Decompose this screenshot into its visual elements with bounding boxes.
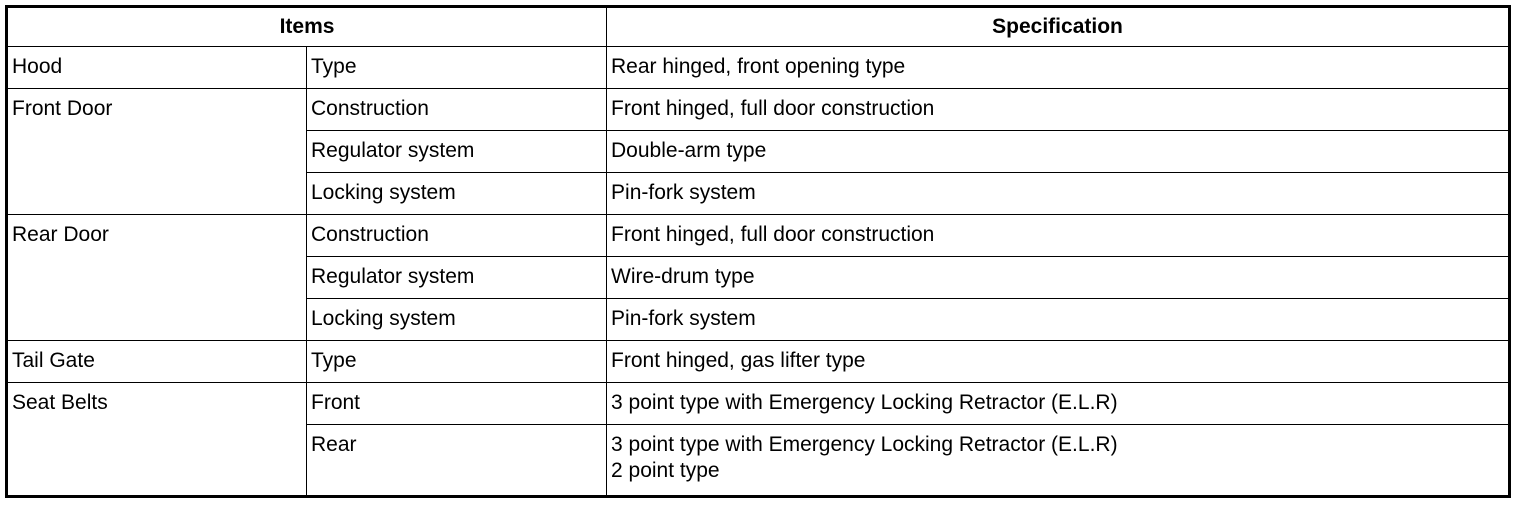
specification-line: 3 point type with Emergency Locking Retractor (E.L.R): [611, 391, 1118, 414]
specification-cell: [607, 299, 1510, 341]
specification-cell: [607, 383, 1510, 425]
specification-line: 2 point type: [611, 459, 720, 482]
specification-line: Front hinged, full door construction: [611, 223, 935, 246]
sub-item-cell: Construction: [307, 89, 607, 131]
items-header: Items: [7, 7, 607, 47]
specification-table: [5, 5, 1511, 498]
specification-cell: [607, 341, 1510, 383]
table-body: [7, 47, 1510, 497]
specification-cell: [607, 131, 1510, 173]
sub-item-cell: Construction: [307, 215, 607, 257]
sub-item-cell: Type: [307, 47, 607, 89]
item-cell: Front Door: [7, 89, 307, 215]
specification-line: Rear hinged, front opening type: [611, 55, 906, 78]
table-row: [7, 341, 1510, 383]
sub-item-cell: Regulator system: [307, 257, 607, 299]
specification-line: Pin-fork system: [611, 181, 756, 204]
table-row: [7, 383, 1510, 425]
specification-cell: [607, 47, 1510, 89]
specification-cell: [607, 89, 1510, 131]
table-row: [7, 89, 1510, 131]
sub-item-cell: Rear: [307, 425, 607, 497]
item-cell: Hood: [7, 47, 307, 89]
sub-item-cell: Regulator system: [307, 131, 607, 173]
specification-line: 3 point type with Emergency Locking Retractor (E.L.R): [611, 433, 1118, 456]
specification-line: Double-arm type: [611, 139, 767, 162]
sub-item-cell: Front: [307, 383, 607, 425]
specification-line: Pin-fork system: [611, 307, 756, 330]
table-row: [7, 47, 1510, 89]
item-cell: Rear Door: [7, 215, 307, 341]
specification-cell: [607, 173, 1510, 215]
item-cell: Tail Gate: [7, 341, 307, 383]
specification-line: Front hinged, gas lifter type: [611, 349, 866, 372]
item-cell: Seat Belts: [7, 383, 307, 497]
sub-item-cell: Locking system: [307, 299, 607, 341]
table-row: [7, 215, 1510, 257]
specification-cell: [607, 425, 1510, 497]
header-row: [7, 7, 1510, 47]
specification-line: Front hinged, full door construction: [611, 97, 935, 120]
specification-line: Wire-drum type: [611, 265, 755, 288]
sub-item-cell: Type: [307, 341, 607, 383]
sub-item-cell: Locking system: [307, 173, 607, 215]
specification-cell: [607, 215, 1510, 257]
specification-cell: [607, 257, 1510, 299]
specification-header: Specification: [607, 7, 1510, 47]
